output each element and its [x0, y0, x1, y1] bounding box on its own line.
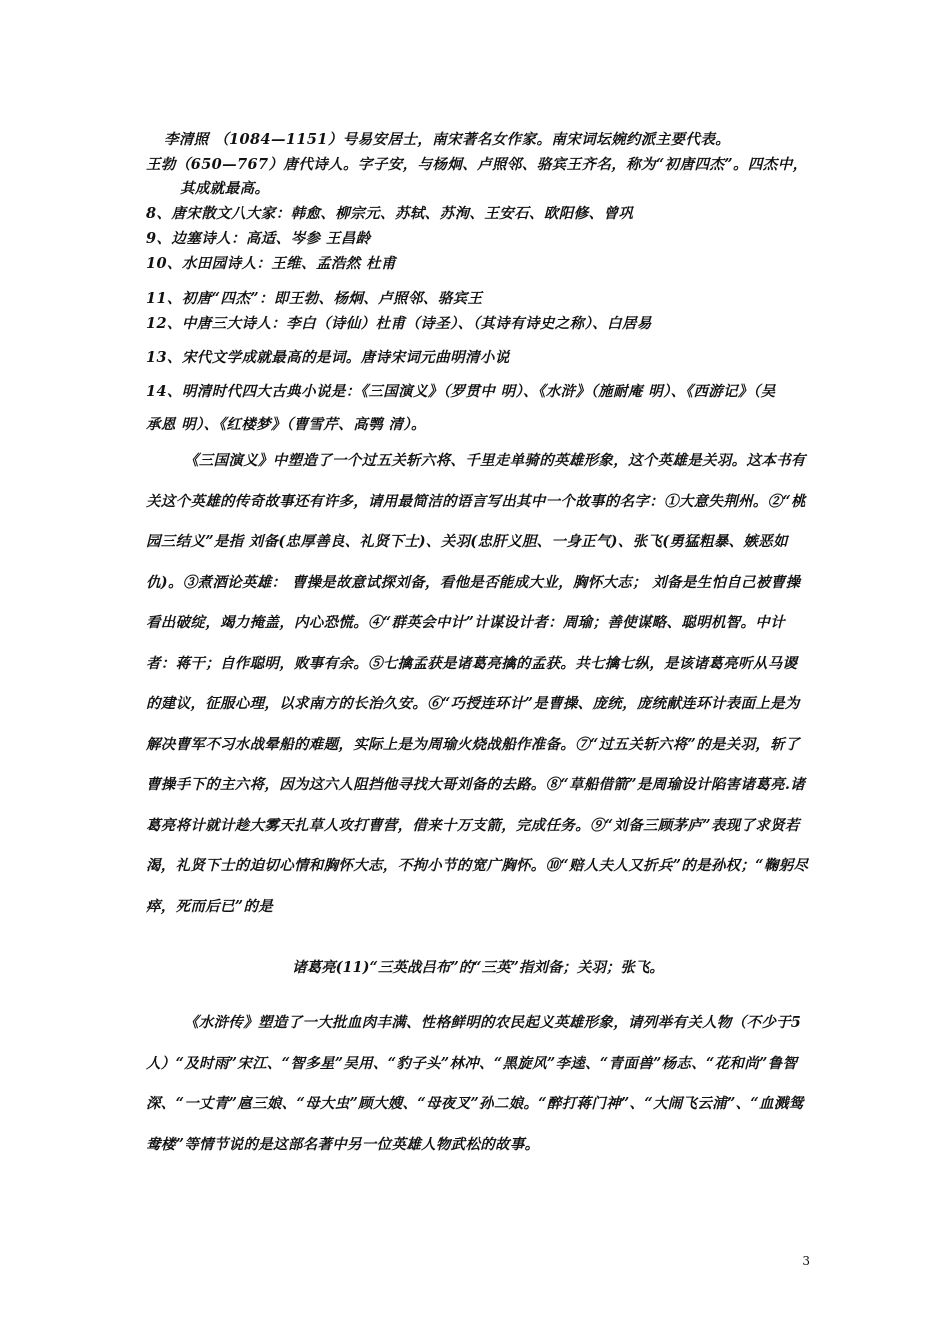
text-line: 9、边塞诗人：高适、岑参 王昌龄	[146, 230, 371, 247]
text-line: 11、初唐“四杰”：即王勃、杨炯、卢照邻、骆宾王	[146, 290, 483, 307]
text-line: 14、明清时代四大古典小说是：《三国演义》（罗贯中 明）、《水浒》（施耐庵 明）、《西游记》（吴	[146, 383, 776, 400]
text-line: 李清照 （1084—1151）号易安居士，南宋著名女作家。南宋词坛婉约派主要代表。	[164, 131, 731, 148]
text-line: 10、水田园诗人：王维、孟浩然 杜甫	[146, 255, 396, 272]
shuihu-text: 《水浒传》塑造了一大批血肉丰满、性格鲜明的农民起义英雄形象，请列举有关人物（不少于5人）“及时雨”宋江、“智多星”吴用、“豹子头”林冲、“黑旋风”李逵、“青面兽”杨志、“花和尚”鲁智深、“一丈青”扈三娘、“母大虫”顾大嫂、“母夜叉”孙二娘。“醉打蒋门神”、“大闹飞云浦”、“血溅鸳鸯楼”等情节说的是这部名著中另一位英雄人物武松的故事。	[146, 1014, 804, 1153]
centered-line: 诸葛亮(11)“三英战吕布”的“三英”指刘备；关羽；张飞。	[292, 959, 664, 976]
text-line: 13、宋代文学成就最高的是词。唐诗宋词元曲明清小说	[146, 349, 510, 366]
text-line: 8、唐宋散文八大家：韩愈、柳宗元、苏轼、苏洵、王安石、欧阳修、曾巩	[146, 205, 634, 222]
text-line: 12、中唐三大诗人：李白（诗仙）杜甫（诗圣）、（其诗有诗史之称）、白居易	[146, 315, 652, 332]
page-number: 3	[802, 1254, 810, 1268]
shuihu-paragraph	[146, 1003, 810, 1165]
text-line: 承恩 明）、《红楼梦》（曹雪芹、高鹗 清）。	[146, 416, 426, 433]
sanguo-text: 《三国演义》中塑造了一个过五关斩六将、千里走单骑的英雄形象，这个英雄是关羽。这本书有关这个英雄的传奇故事还有许多，请用最简洁的语言写出其中一个故事的名字：①大意失荆州。②“桃园三结义”是指 刘备(忠厚善良、礼贤下士)、关羽(忠肝义胆、一身正气)、张飞(勇猛粗暴、嫉恶如仇)。③煮酒论英雄： 曹操是故意试探刘备，看他是否能成大业，胸怀大志； 刘备是生怕自己被曹操看出破绽，竭力掩盖，内心恐慌。④“群英会中计”计谋设计者：周瑜；善使谋略、聪明机智。中计者：蒋干；自作聪明，败事有余。⑤七擒孟获是诸葛亮擒的孟获。共七擒七纵，是该诸葛亮听从马谡的建议，征服心理，以求南方的长治久安。⑥“巧授连环计”是曹操、庞统，庞统献连环计表面上是为解决曹军不习水战晕船的难题，实际上是为周瑜火烧战船作准备。⑦“过五关斩六将”的是关羽，斩了曹操手下的主六将，因为这六人阻挡他寻找大哥刘备的去路。⑧“草船借箭”是周瑜设计陷害诸葛亮.诸葛亮将计就计趁大雾天扎草人攻打曹营，借来十万支箭，完成任务。⑨“刘备三顾茅庐”表现了求贤若渴，礼贤下士的迫切心情和胸怀大志，不拘小节的宽广胸怀。⑩“赔人夫人又折兵”的是孙权；“鞠躬尽瘁，死而后已”的是	[146, 452, 809, 915]
text-line: 王勃（650—767）唐代诗人。字子安，与杨炯、卢照邻、骆宾王齐名，称为“初唐四杰”。四杰中，	[146, 156, 808, 173]
sanguo-paragraph	[146, 441, 810, 927]
text-line: 其成就最高。	[180, 180, 270, 197]
